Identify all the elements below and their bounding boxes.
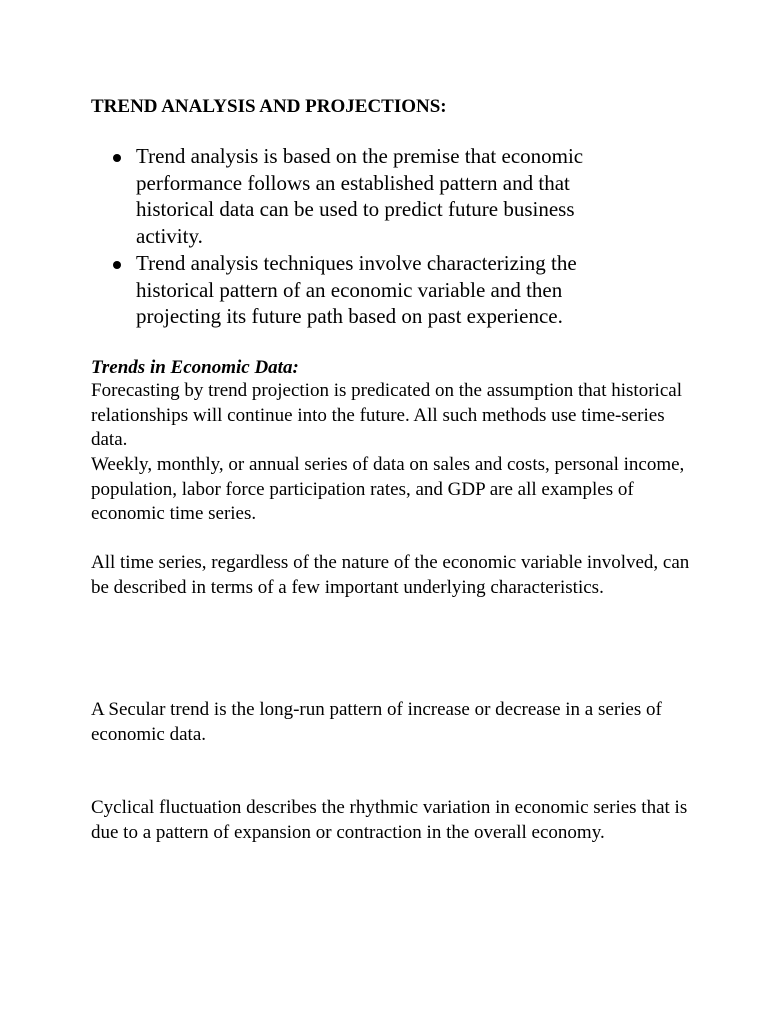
bullet-text: Trend analysis techniques involve characterizing the historical pattern of an economic variable and then projecting its future path based on past experience. bbox=[136, 250, 577, 329]
paragraph: Forecasting by trend projection is predicated on the assumption that historical relationships will continue into the future. All such methods use time-series data. bbox=[91, 380, 682, 450]
paragraph: A Secular trend is the long-run pattern of increase or decrease in a series of economic data. bbox=[91, 699, 662, 745]
paragraph: Weekly, monthly, or annual series of data on sales and costs, personal income, population, labor force participation rates, and GDP are all examples of economic time series. bbox=[91, 454, 685, 524]
bullet-icon bbox=[113, 154, 121, 162]
document-heading: TREND ANALYSIS AND PROJECTIONS: bbox=[91, 96, 447, 117]
bullet-icon bbox=[113, 261, 121, 269]
paragraph: Cyclical fluctuation describes the rhythmic variation in economic series that is due to a pattern of expansion or contraction in the overall economy. bbox=[91, 797, 688, 843]
bullet-item bbox=[91, 250, 631, 330]
bullet-list bbox=[91, 143, 631, 330]
bullet-item bbox=[91, 143, 631, 250]
bullet-text: Trend analysis is based on the premise that economic performance follows an established pattern and that historical data can be used to predict future business activity. bbox=[136, 144, 584, 249]
paragraph: All time series, regardless of the nature of the economic variable involved, can be described in terms of a few important underlying characteristics. bbox=[91, 552, 690, 598]
section-subheading: Trends in Economic Data: bbox=[91, 357, 299, 378]
